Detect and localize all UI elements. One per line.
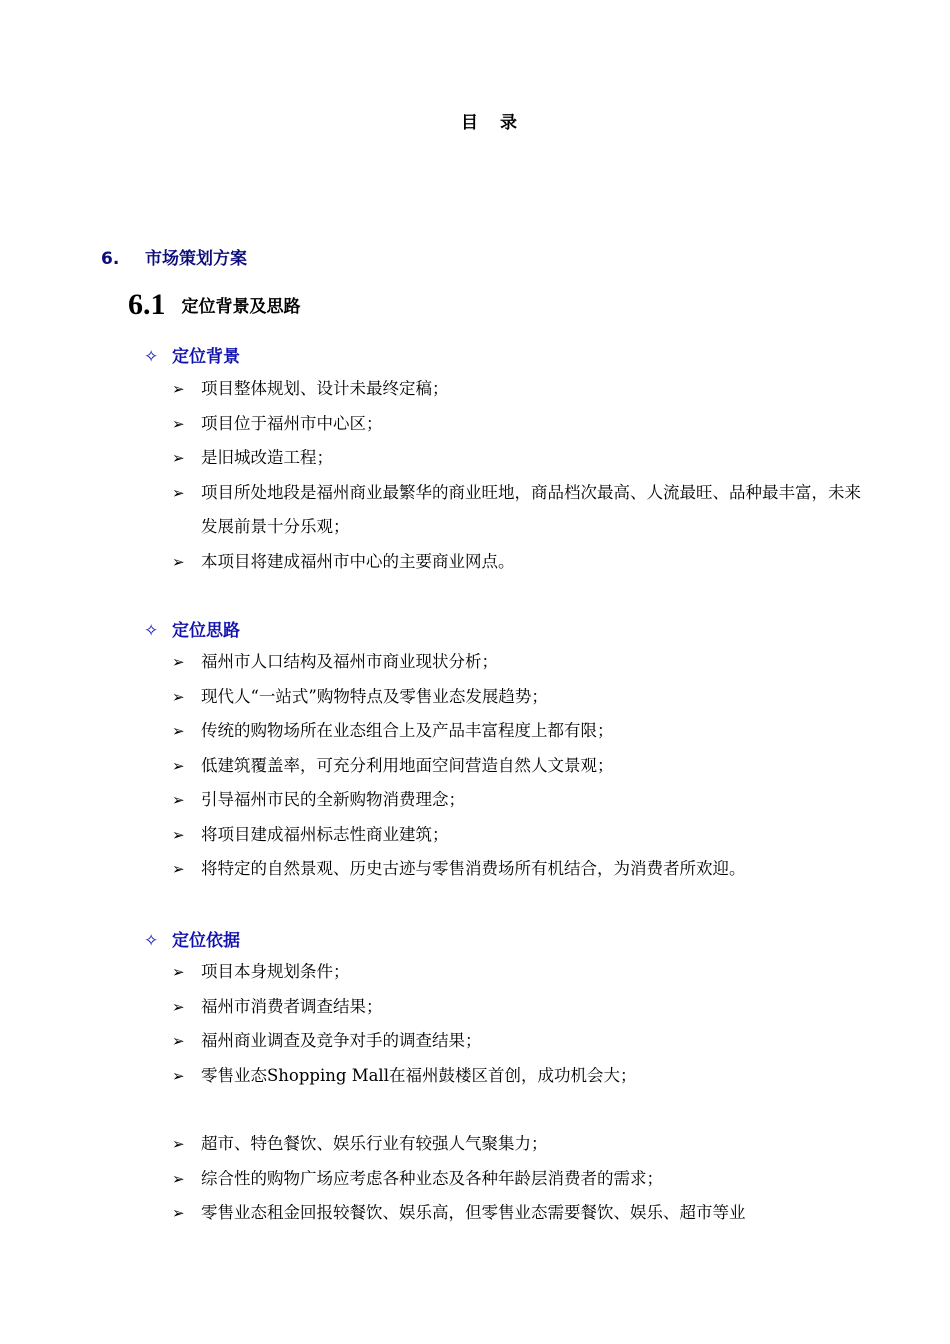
list-item: ➢ 本项目将建成福州市中心的主要商业网点。 — [172, 545, 862, 580]
arrowhead-icon: ➢ — [172, 791, 185, 809]
subsection-title: 定位背景及思路 — [181, 297, 301, 317]
diamond-outline-icon: ✧ — [144, 931, 159, 951]
subsection-number: 6.1 — [128, 288, 166, 321]
arrowhead-icon: ➢ — [172, 1169, 185, 1188]
arrowhead-icon: ➢ — [172, 687, 185, 706]
background-list — [172, 372, 862, 579]
list-item: ➢ 综合性的购物广场应考虑各种业态及各种年龄层消费者的需求； — [172, 1162, 862, 1197]
arrowhead-icon: ➢ — [172, 825, 185, 844]
list-item: ➢ 将特定的自然景观、历史古迹与零售消费场所有机结合，为消费者所欢迎。 — [172, 852, 862, 887]
arrowhead-icon: ➢ — [172, 963, 185, 981]
extra-list — [172, 1127, 862, 1231]
list-item: ➢ 现代人“一站式”购物特点及零售业态发展趋势； — [172, 680, 862, 715]
approach-list — [172, 645, 862, 887]
subsection-heading — [128, 288, 301, 322]
section-title: 定位背景 — [172, 347, 240, 367]
chapter-title: 市场策划方案 — [145, 249, 247, 269]
list-item: ➢ 零售业态租金回报较餐饮、娱乐高，但零售业态需要餐饮、娱乐、超市等业 — [172, 1196, 862, 1231]
list-item: ➢ 福州市消费者调查结果； — [172, 990, 862, 1025]
chapter-number: 6. — [101, 249, 120, 269]
basis-list — [172, 955, 862, 1093]
toc-title: 目录 — [461, 113, 539, 133]
section-heading-basis — [144, 926, 240, 951]
arrowhead-icon: ➢ — [172, 756, 185, 775]
arrowhead-icon: ➢ — [172, 1204, 185, 1222]
list-item: ➢ 福州市人口结构及福州市商业现状分析； — [172, 645, 862, 680]
list-item: ➢ 是旧城改造工程； — [172, 441, 862, 476]
list-item: ➢ 将项目建成福州标志性商业建筑； — [172, 818, 862, 853]
list-item: ➢ 福州商业调查及竞争对手的调查结果； — [172, 1024, 862, 1059]
chapter-heading — [101, 244, 247, 269]
list-item: ➢ 低建筑覆盖率，可充分利用地面空间营造自然人文景观； — [172, 749, 862, 784]
list-item: ➢ 项目本身规划条件； — [172, 955, 862, 990]
arrowhead-icon: ➢ — [172, 1066, 185, 1085]
list-item: ➢ 项目位于福州市中心区； — [172, 407, 862, 442]
diamond-outline-icon: ✧ — [144, 621, 159, 641]
arrowhead-icon: ➢ — [172, 414, 185, 433]
arrowhead-icon: ➢ — [172, 483, 185, 502]
arrowhead-icon: ➢ — [172, 449, 185, 467]
section-title: 定位思路 — [172, 621, 240, 641]
list-item: ➢ 零售业态Shopping Mall在福州鼓楼区首创，成功机会大； — [172, 1059, 862, 1094]
section-heading-background — [144, 342, 240, 367]
list-item: ➢ 传统的购物场所在业态组合上及产品丰富程度上都有限； — [172, 714, 862, 749]
list-item: ➢ 超市、特色餐饮、娱乐行业有较强人气聚集力； — [172, 1127, 862, 1162]
diamond-outline-icon: ✧ — [144, 347, 159, 367]
list-item: ➢ 引导福州市民的全新购物消费理念； — [172, 783, 862, 818]
arrowhead-icon: ➢ — [172, 552, 185, 571]
section-heading-approach — [144, 616, 240, 641]
arrowhead-icon: ➢ — [172, 1135, 185, 1153]
list-item: ➢ 项目整体规划、设计未最终定稿； — [172, 372, 862, 407]
arrowhead-icon: ➢ — [172, 997, 185, 1016]
section-title: 定位依据 — [172, 931, 240, 951]
list-item: ➢ 项目所处地段是福州商业最繁华的商业旺地，商品档次最高、人流最旺、品种最丰富，未来发展前景十分乐观； — [172, 476, 862, 545]
arrowhead-icon: ➢ — [172, 1032, 185, 1050]
arrowhead-icon: ➢ — [172, 860, 185, 878]
arrowhead-icon: ➢ — [172, 380, 185, 398]
arrowhead-icon: ➢ — [172, 653, 185, 671]
arrowhead-icon: ➢ — [172, 722, 185, 740]
